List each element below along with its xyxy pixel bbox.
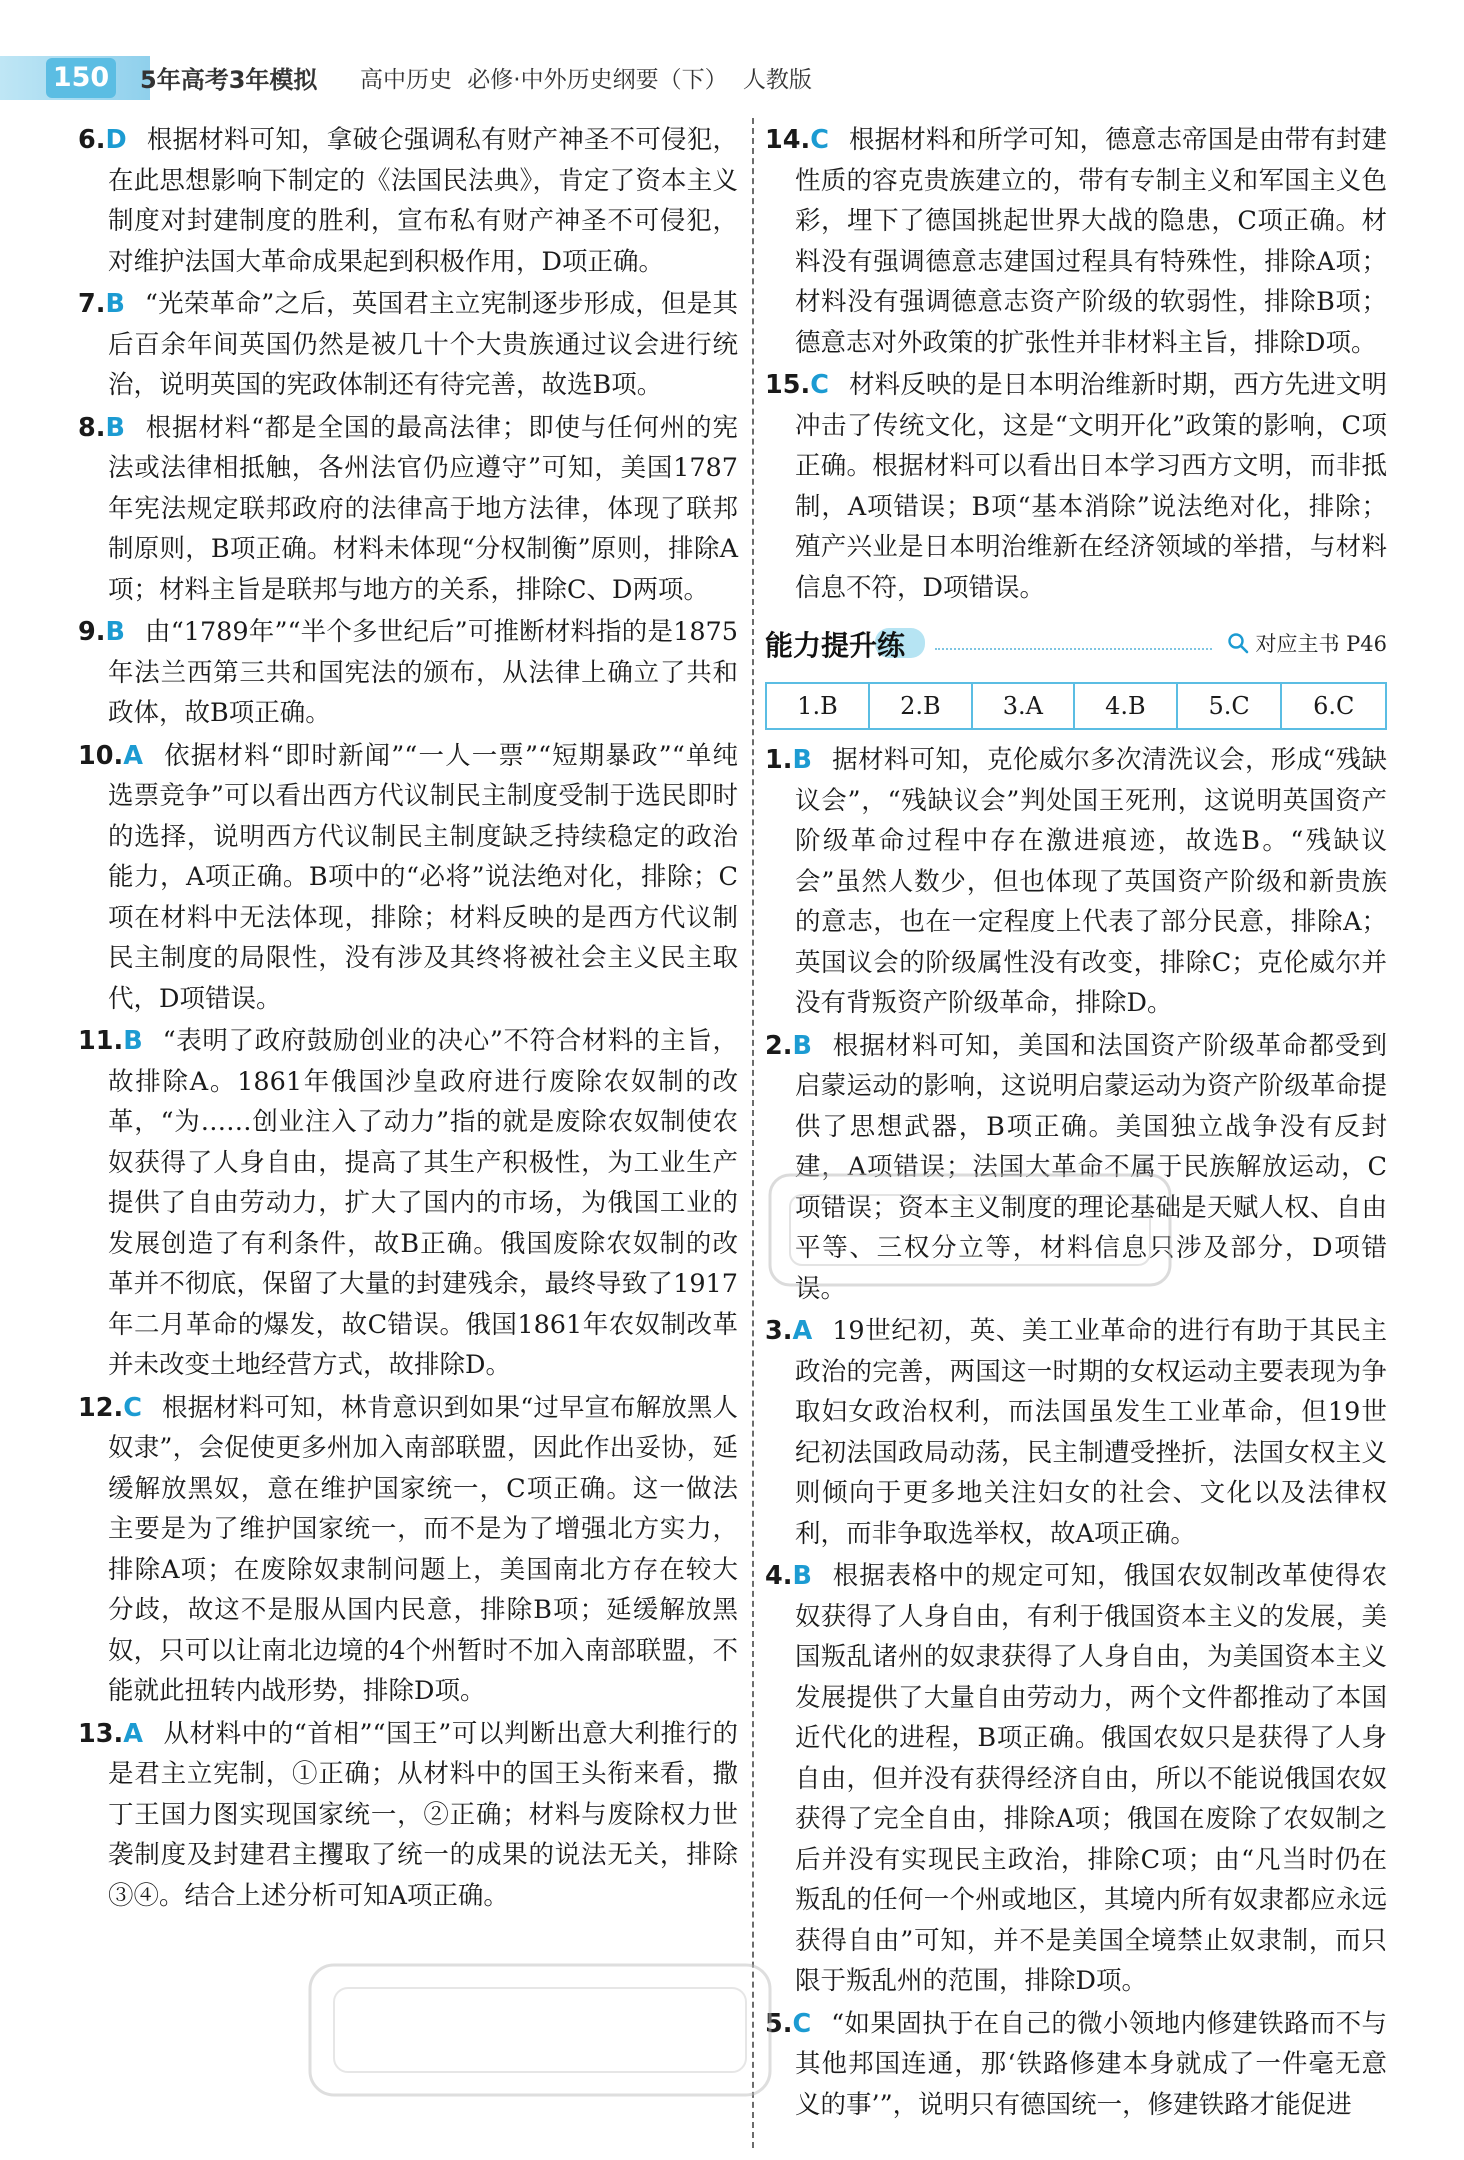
item-number: 5. xyxy=(765,2008,793,2039)
item-explanation: 材料反映的是日本明治维新时期，西方先进文明冲击了传统文化，这是“文明开化”政策的影响，C项正确。根据材料可以看出日本学习西方文明，而非抵制，A项错误；B项“基本消除”说法绝对化，排除；殖产兴业是日本明治维新在经济领域的举措，与材料信息不符，D项错误。 xyxy=(795,370,1387,603)
section-title: 能力提升练 xyxy=(765,624,905,664)
item-number: 10. xyxy=(78,740,124,771)
page-number: 150 xyxy=(46,58,116,98)
item-number: 4. xyxy=(765,1561,793,1591)
left-column xyxy=(78,120,738,1918)
item-answer-letter: C xyxy=(810,370,829,400)
item-number: 7. xyxy=(78,289,106,319)
item-number: 12. xyxy=(78,1392,124,1423)
item-answer-letter: A xyxy=(123,1718,143,1749)
answer-item xyxy=(78,612,738,734)
answer-table-cell: 2.B xyxy=(869,683,972,729)
answer-table xyxy=(765,682,1387,730)
left-answer-list xyxy=(78,120,738,1916)
item-explanation: “如果固执于在自己的微小领地内修建铁路而不与其他邦国连通，那‘铁路修建本身就成了一件毫无意义的事’”，说明只有德国统一，修建铁路才能促进 xyxy=(795,2008,1387,2120)
answer-item xyxy=(78,120,738,282)
item-answer-letter: A xyxy=(123,740,143,771)
item-answer-letter: A xyxy=(792,1316,813,1346)
answer-table-cell: 3.A xyxy=(972,683,1074,729)
right-answer-list-top xyxy=(765,120,1387,608)
answer-item xyxy=(765,1556,1387,2002)
right-column xyxy=(765,120,1387,2127)
item-explanation: 根据材料和所学可知，德意志帝国是由带有封建性质的容克贵族建立的，带有专制主义和军国主义色彩，埋下了德国挑起世界大战的隐患，C项正确。材料没有强调德意志建国过程具有特殊性，排除A项；材料没有强调德意志资产阶级的软弱性，排除B项；德意志对外政策的扩张性并非材料主旨，排除D项。 xyxy=(795,125,1387,358)
item-explanation: 根据材料可知，林肯意识到如果“过早宣布解放黑人奴隶”，会促使更多州加入南部联盟，因此作出妥协，延缓解放黑奴，意在维护国家统一，C项正确。这一做法主要是为了维护国家统一，而不是为了增强北方实力，排除A项；在废除奴隶制问题上，美国南北方存在较大分歧，故这不是服从国内民意，排除B项；延缓解放黑奴，只可以让南北边境的4个州暂时不加入南部联盟，不能就此扭转内战形势，排除D项。 xyxy=(108,1392,738,1706)
item-answer-letter: C xyxy=(810,125,829,155)
answer-item xyxy=(78,408,738,611)
item-explanation: “光荣革命”之后，英国君主立宪制逐步形成，但是其后百余年间英国仍然是被几十个大贵族通过议会进行统治，说明英国的宪政体制还有待完善，故选B项。 xyxy=(108,289,738,400)
item-answer-letter: C xyxy=(123,1392,142,1423)
item-explanation: 根据材料可知，拿破仑强调私有财产神圣不可侵犯，在此思想影响下制定的《法国民法典》，肯定了资本主义制度对封建制度的胜利，宣布私有财产神圣不可侵犯，对维护法国大革命成果起到积极作用，D项正确。 xyxy=(108,125,738,277)
answer-item xyxy=(765,120,1387,363)
section-reference xyxy=(1227,628,1387,658)
item-number: 15. xyxy=(765,370,811,400)
answer-table-cell: 4.B xyxy=(1074,683,1177,729)
item-answer-letter: B xyxy=(123,1026,143,1056)
item-answer-letter: C xyxy=(792,2008,812,2039)
column-divider xyxy=(752,118,754,2148)
item-number: 14. xyxy=(765,125,811,155)
item-number: 13. xyxy=(78,1718,124,1749)
section-header xyxy=(765,618,1387,672)
item-answer-letter: B xyxy=(105,289,125,319)
answer-item xyxy=(78,284,738,406)
item-explanation: 依据材料“即时新闻”“一人一票”“短期暴政”“单纯选票竞争”可以看出西方代议制民主制度受制于选民即时的选择，说明西方代议制民主制度缺乏持续稳定的政治能力，A项正确。B项中的“必将”说法绝对化，排除；C项在材料中无法体现，排除；材料反映的是西方代议制民主制度的局限性，没有涉及其终将被社会主义民主取代，D项错误。 xyxy=(108,740,738,1014)
answer-table-cell: 6.C xyxy=(1281,683,1386,729)
item-explanation: 根据材料可知，美国和法国资产阶级革命都受到启蒙运动的影响，这说明启蒙运动为资产阶级革命提供了思想武器，B项正确。美国独立战争没有反封建，A项错误；法国大革命不属于民族解放运动，C项错误；资本主义制度的理论基础是天赋人权、自由平等、三权分立等，材料信息只涉及部分，D项错误。 xyxy=(795,1030,1387,1304)
item-answer-letter: D xyxy=(105,125,127,155)
item-number: 6. xyxy=(78,125,106,155)
item-explanation: 从材料中的“首相”“国王”可以判断出意大利推行的是君主立宪制，①正确；从材料中的国王头衔来看，撒丁王国力图实现国家统一，②正确；材料与废除权力世袭制度及封建君主攫取了统一的成果的说法无关，排除③④。结合上述分析可知A项正确。 xyxy=(108,1718,738,1911)
section-dotted-line xyxy=(935,648,1212,650)
item-explanation: 根据表格中的规定可知，俄国农奴制改革使得农奴获得了人身自由，有利于俄国资本主义的发展，美国叛乱诸州的奴隶获得了人身自由，为美国资本主义发展提供了大量自由劳动力，两个文件都推动了本国近代化的进程，B项正确。俄国农奴只是获得了人身自由，但并没有获得经济自由，所以不能说俄国农奴获得了完全自由，排除A项；俄国在废除了农奴制之后并没有实现民主政治，排除C项；由“凡当时仍在叛乱的任何一个州或地区，其境内所有奴隶都应永远获得自由”可知，并不是美国全境禁止奴隶制，而只限于叛乱州的范围，排除D项。 xyxy=(795,1561,1387,1996)
item-number: 1. xyxy=(765,745,793,775)
item-explanation: “表明了政府鼓励创业的决心”不符合材料的主旨，故排除A。1861年俄国沙皇政府进行废除农奴制的改革，“为……创业注入了动力”指的就是废除农奴制使农奴获得了人身自由，提高了其生产积极性，为工业生产提供了自由劳动力，扩大了国内的市场，为俄国工业的发展创造了有利条件，故B正确。俄国废除农奴制的改革并不彻底，保留了大量的封建残余，最终导致了1917年二月革命的爆发，故C错误。俄国1861年农奴制改革并未改变土地经营方式，故排除D。 xyxy=(108,1026,738,1380)
item-explanation: 据材料可知，克伦威尔多次清洗议会，形成“残缺议会”，“残缺议会”判处国王死刑，这说明英国资产阶级革命过程中存在激进痕迹，故选B。“残缺议会”虽然人数少，但也体现了英国资产阶级和新贵族的意志，也在一定程度上代表了部分民意，排除A；英国议会的阶级属性没有改变，排除C；克伦威尔并没有背叛资产阶级革命，排除D。 xyxy=(795,745,1387,1018)
answer-table-cell: 5.C xyxy=(1177,683,1282,729)
answer-item xyxy=(765,2004,1387,2126)
page-header xyxy=(0,0,1464,130)
answer-item xyxy=(765,1026,1387,1310)
item-explanation: 由“1789年”“半个多世纪后”可推断材料指的是1875年法兰西第三共和国宪法的颁布，从法律上确立了共和政体，故B项正确。 xyxy=(108,617,738,728)
section-reference-text: 对应主书 P46 xyxy=(1255,632,1387,656)
item-number: 9. xyxy=(78,617,106,647)
item-answer-letter: B xyxy=(792,745,812,775)
item-number: 8. xyxy=(78,412,106,443)
magnifier-icon xyxy=(1227,632,1249,654)
item-number: 3. xyxy=(765,1316,793,1346)
item-explanation: 根据材料“都是全国的最高法律；即使与任何州的宪法或法律相抵触，各州法官仍应遵守”可知，美国1787年宪法规定联邦政府的法律高于地方法律，体现了联邦制原则，B项正确。材料未体现“分权制衡”原则，排除A项；材料主旨是联邦与地方的关系，排除C、D两项。 xyxy=(108,412,738,605)
item-answer-letter: B xyxy=(105,412,125,443)
answer-item xyxy=(765,1311,1387,1554)
item-answer-letter: B xyxy=(792,1561,812,1591)
item-answer-letter: B xyxy=(105,617,125,647)
item-number: 2. xyxy=(765,1030,793,1061)
answer-item xyxy=(78,1388,738,1712)
item-answer-letter: B xyxy=(792,1030,812,1061)
answer-table-cell: 1.B xyxy=(766,683,869,729)
right-answer-list-bottom xyxy=(765,740,1387,2125)
series-title: 5年高考3年模拟 xyxy=(140,66,318,94)
subject-title: 高中历史 必修·中外历史纲要（下） 人教版 xyxy=(360,67,812,93)
item-number: 11. xyxy=(78,1026,124,1056)
answer-table-row xyxy=(766,683,1386,729)
item-explanation: 19世纪初，英、美工业革命的进行有助于其民主政治的完善，两国这一时期的女权运动主要表现为争取妇女政治权利，而法国虽发生工业革命，但19世纪初法国政局动荡，民主制遭受挫折，法国女权主义则倾向于更多地关注妇女的社会、文化以及法律权利，而非争取选举权，故A项正确。 xyxy=(795,1316,1387,1549)
answer-item xyxy=(78,736,738,1020)
answer-item xyxy=(765,365,1387,608)
watermark-stamp-bottom xyxy=(300,1950,780,2110)
answer-item xyxy=(78,1021,738,1386)
answer-item xyxy=(765,740,1387,1024)
answer-item xyxy=(78,1714,738,1917)
